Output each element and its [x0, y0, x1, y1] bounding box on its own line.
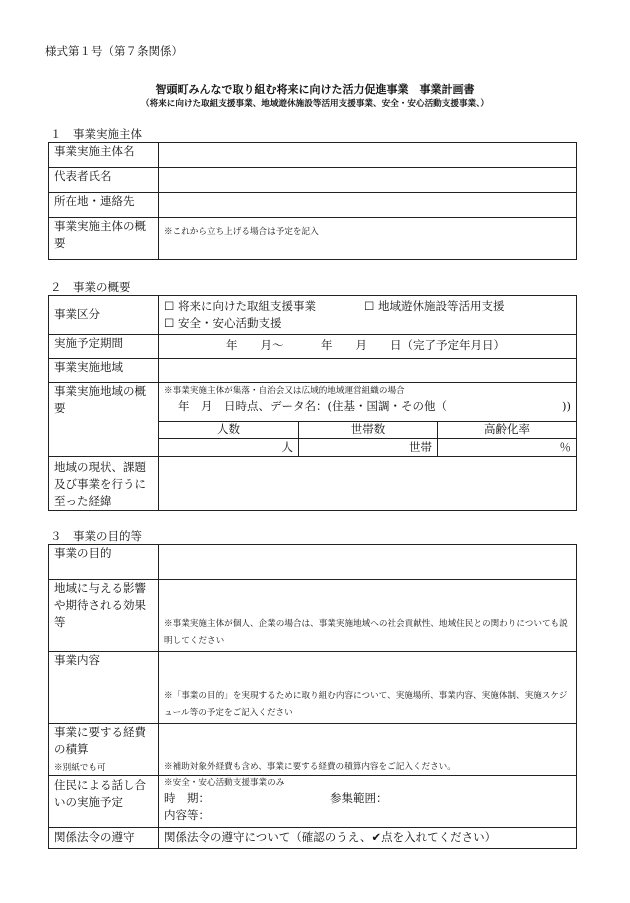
- label-discussion: 住民による話し合いの実施予定: [49, 776, 159, 828]
- label-area-overview: 事業実施地域の概要: [49, 383, 159, 457]
- content-note: ※「事業の目的」を実現するために取り組む内容について、実施場所、事業内容、実施体制、実施スケジュール等の予定をご記入ください: [164, 691, 568, 718]
- field-cost[interactable]: [159, 724, 577, 776]
- document-title: 智頭町みんなで取り組む将来に向けた活力促進事業 事業計画書: [155, 83, 475, 96]
- section2-heading: ２ 事業の概要: [50, 280, 131, 294]
- cost-note: ※補助対象外経費も含め、事業に要する経費の積算内容をご記入ください。: [164, 762, 456, 772]
- label-category: 事業区分: [49, 296, 159, 335]
- field-category: [159, 296, 577, 335]
- form-number: 様式第１号（第７条関係）: [45, 44, 183, 58]
- label-period: 実施予定期間: [49, 335, 159, 359]
- field-impact[interactable]: [159, 580, 577, 652]
- label-content: 事業内容: [49, 652, 159, 724]
- discussion-scope[interactable]: 参集範囲：: [330, 791, 388, 805]
- label-entity-overview: 事業実施主体の概要: [49, 218, 159, 260]
- impact-note: ※事業実施主体が個人、企業の場合は、事業実施地域への社会貢献性、地域住民との関わりについても説明してください: [164, 619, 568, 646]
- discussion-time[interactable]: 時 期：: [164, 791, 210, 805]
- cost-label-text: 事業に要する経費の積算: [54, 725, 146, 756]
- label-representative: 代表者氏名: [49, 168, 159, 193]
- field-entity-overview[interactable]: [159, 218, 577, 260]
- area-date[interactable]: 年 月 日時点、データ名：(住基・国調・その他（ )): [178, 399, 571, 413]
- header-population: 人数: [159, 422, 299, 439]
- field-content[interactable]: [159, 652, 577, 724]
- label-address: 所在地・連絡先: [49, 193, 159, 218]
- field-address[interactable]: [159, 193, 577, 218]
- field-households[interactable]: [299, 439, 438, 457]
- overview-note: ※これから立ち上げる場合は予定を記入: [164, 227, 319, 237]
- label-entity-name: 事業実施主体名: [49, 143, 159, 168]
- field-population[interactable]: [159, 439, 299, 457]
- section1-heading: １ 事業実施主体: [50, 127, 142, 141]
- header-households: 世帯数: [299, 422, 438, 439]
- field-representative[interactable]: [159, 168, 577, 193]
- label-purpose: 事業の目的: [49, 545, 159, 580]
- header-aging-rate: 高齢化率: [438, 422, 577, 439]
- field-law-compliance[interactable]: 関係法令の遵守について（確認のうえ、✔点を入れてください）: [159, 828, 577, 849]
- section1-table: [48, 142, 577, 260]
- period-start: 年 月～: [226, 338, 284, 352]
- field-discussion: [159, 776, 577, 828]
- field-area-overview: [159, 383, 577, 422]
- unit-aging-rate: ％: [559, 440, 572, 454]
- option-idle-facilities[interactable]: ☐ 地域遊休施設等活用支援: [364, 299, 505, 313]
- field-purpose[interactable]: [159, 545, 577, 580]
- option-future-initiatives[interactable]: ☐ 将来に向けた取組支援事業: [164, 299, 316, 313]
- field-period[interactable]: [159, 335, 577, 359]
- section2-table: [48, 295, 577, 511]
- label-situation: 地域の現状、課題及び事業を行うに至った経緯: [49, 457, 159, 511]
- label-law: 関係法令の遵守: [49, 828, 159, 849]
- discussion-content[interactable]: 内容等：: [164, 808, 210, 822]
- discussion-note: ※安全・安心活動支援事業のみ: [164, 778, 285, 788]
- cost-sub-note: ※別紙でも可: [54, 763, 106, 773]
- document-subtitle: （将来に向けた取組支援事業、地域遊休施設等活用支援事業、安全・安心活動支援事業、）: [140, 99, 490, 109]
- label-area: 事業実施地域: [49, 359, 159, 383]
- period-end: 年 月 日（完了予定年月日）: [321, 338, 505, 352]
- unit-households: 世帯: [409, 440, 432, 454]
- field-situation[interactable]: [159, 457, 577, 511]
- section3-heading: ３ 事業の目的等: [50, 529, 142, 543]
- section3-table: [48, 544, 577, 849]
- label-cost: [49, 724, 159, 776]
- area-note: ※事業実施主体が集落・自治会又は広域的地域運営組織の場合: [164, 386, 405, 396]
- option-safety-activities[interactable]: ☐ 安全・安心活動支援: [164, 316, 282, 330]
- field-entity-name[interactable]: [159, 143, 577, 168]
- field-area[interactable]: [159, 359, 577, 383]
- label-impact: 地域に与える影響や期待される効果等: [49, 580, 159, 652]
- unit-population: 人: [281, 440, 293, 454]
- field-aging-rate[interactable]: [438, 439, 577, 457]
